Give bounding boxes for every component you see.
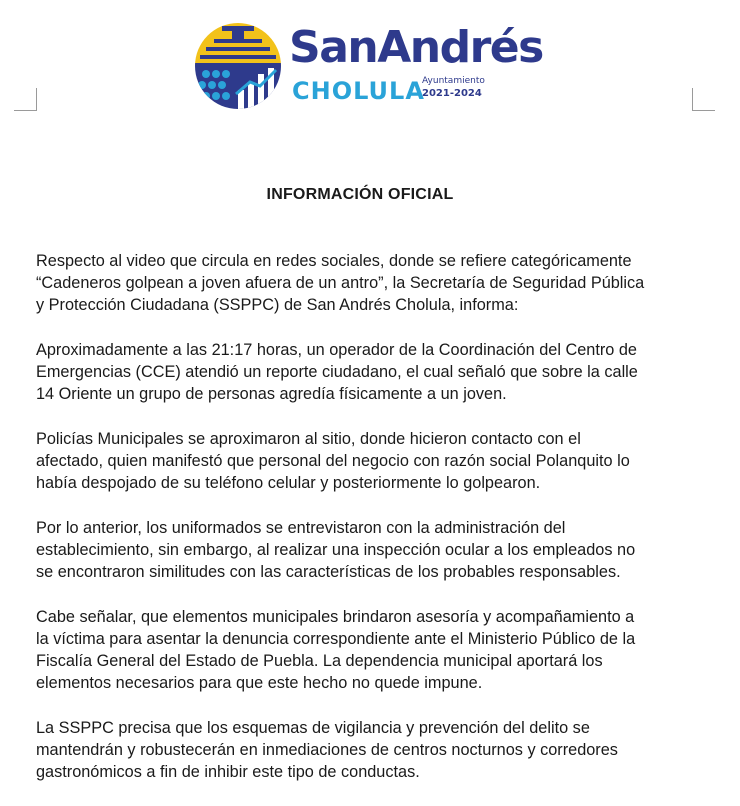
municipality-logo <box>192 18 542 114</box>
paragraph-line: y Protección Ciudadana (SSPPC) de San Andrés Cholula, informa: <box>36 296 519 314</box>
paragraph-line: Respecto al video que circula en redes sociales, donde se refiere categóricamente <box>36 252 632 270</box>
paragraph-line: La SSPPC precisa que los esquemas de vigilancia y prevención del delito se <box>36 719 590 737</box>
paragraph-5 <box>36 606 696 694</box>
paragraph-3 <box>36 428 696 494</box>
paragraph-line: elementos necesarios para que este hecho no quede impune. <box>36 674 483 692</box>
paragraph-line: afectado, quien manifestó que personal del negocio con razón social Polanquito lo <box>36 452 630 470</box>
logo-years-text: 2021-2024 <box>422 88 482 99</box>
paragraph-line: gastronómicos a fin de inhibir este tipo de conductas. <box>36 763 420 781</box>
document-title: INFORMACIÓN OFICIAL <box>266 186 454 203</box>
paragraph-line: 14 Oriente un grupo de personas agredía físicamente a un joven. <box>36 385 507 403</box>
paragraph-6 <box>36 717 696 783</box>
paragraph-1 <box>36 250 696 316</box>
document-body <box>36 250 696 806</box>
paragraph-line: se encontraron similitudes con las características de los probables responsables. <box>36 563 621 581</box>
crop-mark-right <box>692 88 715 111</box>
paragraph-line: había despojado de su teléfono celular y posteriormente lo golpearon. <box>36 474 541 492</box>
paragraph-line: mantendrán y robustecerán en inmediaciones de centros nocturnos y corredores <box>36 741 618 759</box>
paragraph-2 <box>36 339 696 405</box>
paragraph-4 <box>36 517 696 583</box>
paragraph-line: Fiscalía General del Estado de Puebla. La dependencia municipal aportará los <box>36 652 603 670</box>
paragraph-line: la víctima para asentar la denuncia correspondiente ante el Ministerio Público de la <box>36 630 636 648</box>
crop-mark-left <box>14 88 37 111</box>
logo-ayuntamiento-text: Ayuntamiento <box>422 76 485 86</box>
paragraph-line: Aproximadamente a las 21:17 horas, un operador de la Coordinación del Centro de <box>36 341 637 359</box>
paragraph-line: Por lo anterior, los uniformados se entrevistaron con la administración del <box>36 519 566 537</box>
logo-brand-text: SanAndrés <box>289 22 543 73</box>
paragraph-line: Cabe señalar, que elementos municipales brindaron asesoría y acompañamiento a <box>36 608 635 626</box>
paragraph-line: Emergencias (CCE) atendió un reporte ciudadano, el cual señaló que sobre la calle <box>36 363 638 381</box>
logo-subtitle-text: CHOLULA <box>292 77 425 105</box>
pyramid-emblem-icon <box>192 20 284 112</box>
paragraph-line: “Cadeneros golpean a joven afuera de un antro”, la Secretaría de Seguridad Pública <box>36 274 645 292</box>
paragraph-line: Policías Municipales se aproximaron al sitio, donde hicieron contacto con el <box>36 430 581 448</box>
paragraph-line: establecimiento, sin embargo, al realizar una inspección ocular a los empleados no <box>36 541 636 559</box>
